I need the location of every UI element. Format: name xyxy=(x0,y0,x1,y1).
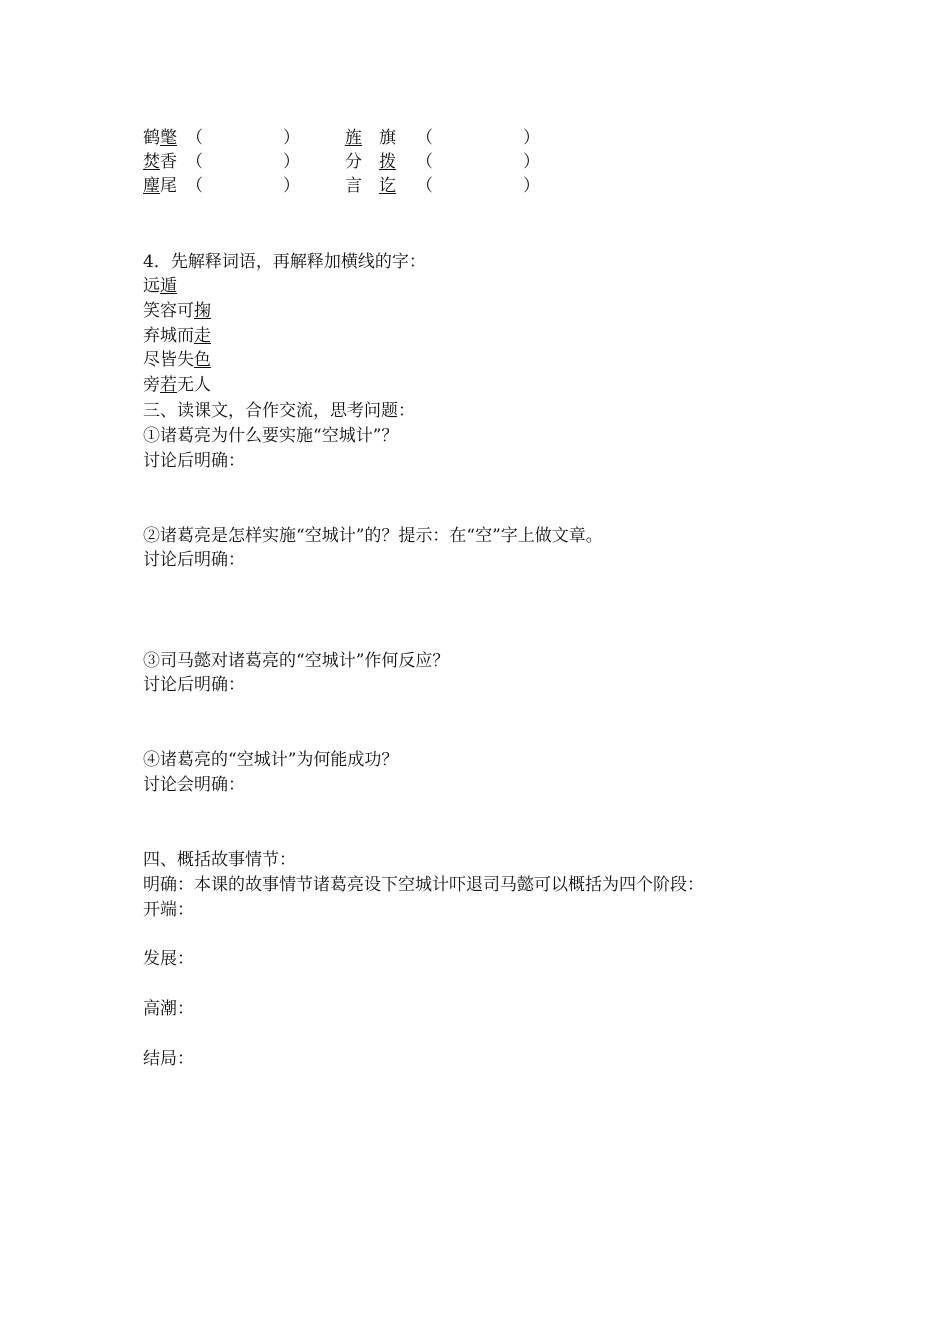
open-paren: （ xyxy=(416,128,433,148)
underlined-char: 走 xyxy=(194,326,211,346)
underlined-char: 色 xyxy=(194,350,211,370)
word-zhuwei xyxy=(143,174,177,198)
vocab-item xyxy=(143,373,211,397)
question-1: ①诸葛亮为什么要实施“空城计”？ xyxy=(143,426,399,446)
word-fenbo xyxy=(345,150,396,174)
underlined-char: 讫 xyxy=(379,176,396,196)
section3-heading: 三、读课文，合作交流，思考问题： xyxy=(143,401,415,421)
close-paren: ） xyxy=(283,128,300,148)
close-paren: ） xyxy=(523,152,540,172)
underlined-char: 拨 xyxy=(379,152,396,172)
answer-4-label: 讨论会明确： xyxy=(143,775,245,795)
word-prefix: 尽皆失 xyxy=(143,350,194,370)
answer-2-label: 讨论后明确： xyxy=(143,550,245,570)
section4-heading: 4．先解释词语，再解释加横线的字： xyxy=(143,252,426,272)
word-prefix: 远 xyxy=(143,276,160,296)
word-prefix: 笑容可 xyxy=(143,301,194,321)
underlined-char: 掬 xyxy=(194,301,211,321)
underlined-char: 若 xyxy=(160,375,177,395)
question-2: ②诸葛亮是怎样实施“空城计”的？提示：在“空”字上做文章。 xyxy=(143,526,603,546)
word-jingqi xyxy=(345,126,396,150)
close-paren: ） xyxy=(523,176,540,196)
answer-3-label: 讨论后明确： xyxy=(143,675,245,695)
word-prefix: 言 xyxy=(345,176,379,196)
word-suffix: 无人 xyxy=(177,375,211,395)
underlined-char: 旌 xyxy=(345,128,362,148)
word-fenxiang xyxy=(143,150,177,174)
underlined-char: 麈 xyxy=(143,176,160,196)
stage-development: 发展： xyxy=(143,949,194,969)
stage-ending: 结局： xyxy=(143,1049,194,1069)
section-four-heading: 四、概括故事情节： xyxy=(143,850,296,870)
section-four-intro: 明确：本课的故事情节诸葛亮设下空城计吓退司马懿可以概括为四个阶段： xyxy=(143,875,704,895)
underlined-char: 氅 xyxy=(160,128,177,148)
word-heчang xyxy=(143,126,177,150)
underlined-char: 遁 xyxy=(160,276,177,296)
open-paren: （ xyxy=(186,176,203,196)
vocab-item xyxy=(143,274,177,298)
word-prefix: 弃城而 xyxy=(143,326,194,346)
stage-climax: 高潮： xyxy=(143,999,194,1019)
word-prefix: 旁 xyxy=(143,375,160,395)
vocab-item xyxy=(143,348,211,372)
close-paren: ） xyxy=(283,176,300,196)
open-paren: （ xyxy=(416,152,433,172)
word-suffix: 尾 xyxy=(160,176,177,196)
open-paren: （ xyxy=(186,128,203,148)
word-yanqi xyxy=(345,174,396,198)
vocab-item xyxy=(143,324,211,348)
vocab-item xyxy=(143,299,211,323)
word-prefix: 鹤 xyxy=(143,128,160,148)
open-paren: （ xyxy=(416,176,433,196)
word-suffix: 香 xyxy=(160,152,177,172)
underlined-char: 焚 xyxy=(143,152,160,172)
answer-1-label: 讨论后明确： xyxy=(143,451,245,471)
question-4: ④诸葛亮的“空城计”为何能成功？ xyxy=(143,750,399,770)
open-paren: （ xyxy=(186,152,203,172)
close-paren: ） xyxy=(523,128,540,148)
word-prefix: 分 xyxy=(345,152,379,172)
close-paren: ） xyxy=(283,152,300,172)
question-3: ③司马懿对诸葛亮的“空城计”作何反应？ xyxy=(143,651,450,671)
word-suffix: 旗 xyxy=(362,128,396,148)
stage-beginning: 开端： xyxy=(143,900,194,920)
